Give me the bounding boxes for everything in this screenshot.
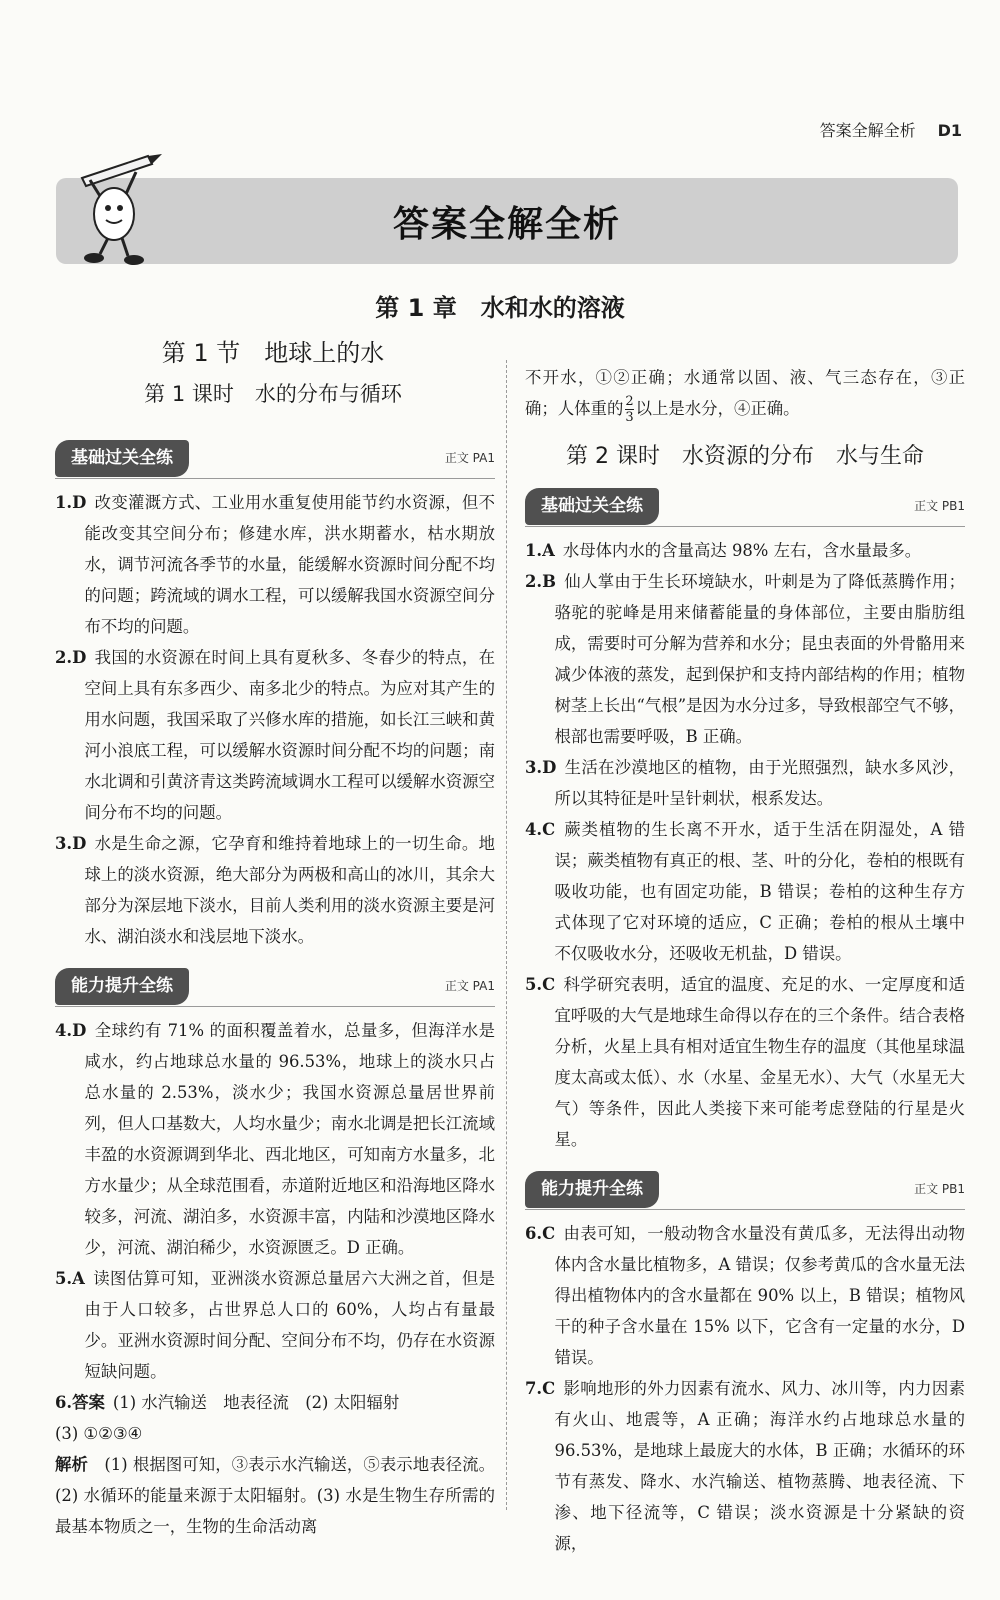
chapter-title: 第 1 章 水和水的溶液 (375, 294, 625, 322)
basic-practice-label-2: 基础过关全练 (525, 488, 659, 525)
column-divider (506, 360, 507, 1510)
basic-practice-header-2 (525, 486, 965, 527)
basic-practice-ref: 正文 PA1 (444, 450, 495, 465)
answer-item: 4.D 全球约有 71% 的面积覆盖着水，总量多，但海洋水是咸水，约占地球总水量的 96.53%，地球上的淡水只占总水量的 2.53%，淡水少；我国水资源总量居世界前列，但人口基数大，人均水量少；南水北调是把长江流域丰盈的水资源调到华北、西北地区，可知南方水量多，北方水量少；从全球范围看，赤道附近地区和沿海地区降水较多，河流、湖泊多，水资源丰富，内陆和沙漠地区降水少，河流、湖泊稀少，水资源匮乏。D 正确。 (55, 1021, 495, 1257)
title-banner (56, 178, 958, 264)
ability-practice-header (55, 966, 495, 1007)
answer-item: 7.C 影响地形的外力因素有流水、风力、冰川等，内力因素有火山、地震等，A 正确；海洋水约占地球总水量的 96.53%，是地球上最庞大的水体，B 正确；水循环的环节有蒸发、降水、水汽输送、植物蒸腾、地表径流、下渗、地下径流等，C 错误；淡水资源是十分紧缺的资源， (525, 1379, 965, 1553)
continued-text: 不开水，①②正确；水通常以固、液、气三态存在，③正确；人体重的 $\frac{2}{3}$ 以上是水分，④正确。 (525, 368, 965, 425)
answer-item: 5.A 读图估算可知，亚洲淡水资源总量居六大洲之首，但是由于人口较多，占世界总人口的 60%，人均占有量最少。亚洲水资源时间分配、空间分布不均，仍存在水资源短缺问题。 (55, 1269, 495, 1381)
banner-title: 答案全解全析 (392, 203, 621, 245)
basic-practice-ref-2: 正文 PB1 (914, 498, 965, 513)
ability-practice-ref: 正文 PA1 (444, 978, 495, 993)
pencil-mascot-icon (64, 150, 176, 270)
answer-item: 6.答案 (1) 水汽输送 地表径流 (2) 太阳辐射 (55, 1393, 400, 1412)
ability-practice-header-2 (525, 1169, 965, 1210)
left-column (55, 424, 495, 1542)
ability-practice-ref-2: 正文 PB1 (914, 1181, 965, 1196)
running-title: 答案全解全析 (819, 121, 916, 140)
answer-line: (3) ①②③④ (55, 1424, 143, 1443)
basic-practice-header (55, 438, 495, 479)
ability-practice-label-2: 能力提升全练 (525, 1171, 659, 1208)
answer-item: 2.D 我国的水资源在时间上具有夏秋多、冬春少的特点，在空间上具有东多西少、南多北少的特点。为应对其产生的用水问题，我国采取了兴修水库的措施，如长江三峡和黄河小浪底工程，可以缓解水资源时间分配不均的问题；南水北调和引黄济青这类跨流域调水工程可以缓解水资源空间分布不均的问题。 (55, 648, 495, 822)
answer-item: 4.C 蕨类植物的生长离不开水，适于生活在阴湿处，A 错误；蕨类植物有真正的根、茎、叶的分化，卷柏的根既有吸收功能，也有固定功能，B 错误；卷柏的这种生存方式体现了它对环境的适应，C 正确；卷柏的根从土壤中不仅吸收水分，还吸收无机盐，D 错误。 (525, 820, 965, 963)
fraction: $\frac{2}{3}$ (625, 394, 634, 425)
lesson-title: 第 1 课时 水的分布与循环 (144, 382, 402, 406)
ability-practice-label: 能力提升全练 (55, 968, 189, 1005)
running-header (820, 118, 962, 141)
right-column (525, 362, 965, 1559)
analysis-text: 解析 (1) 根据图可知，③表示水汽输送，⑤表示地表径流。(2) 水循环的能量来源于太阳辐射。(3) 水是生物生存所需的最基本物质之一，生物的生命活动离 (55, 1455, 496, 1536)
section-title: 第 1 节 地球上的水 (161, 339, 385, 367)
answer-item: 2.B 仙人掌由于生长环境缺水，叶刺是为了降低蒸腾作用；骆驼的驼峰是用来储蓄能量的身体部位，主要由脂肪组成，需要时可分解为营养和水分；昆虫表面的外骨骼用来减少体液的蒸发，起到保护和支持内部结构的作用；植物树茎上长出“气根”是因为水分过多，导致根部空气不够，根部也需要呼吸，B 正确。 (525, 572, 965, 746)
answer-item: 6.C 由表可知，一般动物含水量没有黄瓜多，无法得出动物体内含水量比植物多，A 错误；仅参考黄瓜的含水量无法得出植物体内的含水量都在 90% 以上，B 错误；植物风干的种子含水量在 15% 以下，它含有一定量的水分，D 错误。 (525, 1224, 965, 1367)
answer-item: 1.A 水母体内水的含量高达 98% 左右，含水量最多。 (525, 541, 922, 560)
basic-practice-label: 基础过关全练 (55, 440, 189, 477)
answer-item: 5.C 科学研究表明，适宜的温度、充足的水、一定厚度和适宜呼吸的大气是地球生命得以存在的三个条件。结合表格分析，火星上具有相对适宜生物生存的温度（其他星球温度太高或太低）、水（水星、金星无水）、大气（水星无大气）等条件，因此人类接下来可能考虑登陆的行星是火星。 (525, 975, 965, 1149)
answer-item: 1.D 改变灌溉方式、工业用水重复使用能节约水资源，但不能改变其空间分布；修建水库，洪水期蓄水，枯水期放水，调节河流各季节的水量，能缓解水资源时间分配不均的问题；跨流域的调水工程，可以缓解我国水资源空间分布不均的问题。 (55, 493, 495, 636)
answer-item: 3.D 生活在沙漠地区的植物，由于光照强烈，缺水多风沙，所以其特征是叶呈针刺状，根系发达。 (525, 758, 965, 808)
lesson-title-2: 第 2 课时 水资源的分布 水与生命 (566, 444, 924, 469)
page-number: D1 (937, 121, 962, 140)
answer-item: 3.D 水是生命之源，它孕育和维持着地球上的一切生命。地球上的淡水资源，绝大部分为两极和高山的冰川，其余大部分为深层地下淡水，目前人类利用的淡水资源主要是河水、湖泊淡水和浅层地下淡水。 (55, 834, 495, 946)
